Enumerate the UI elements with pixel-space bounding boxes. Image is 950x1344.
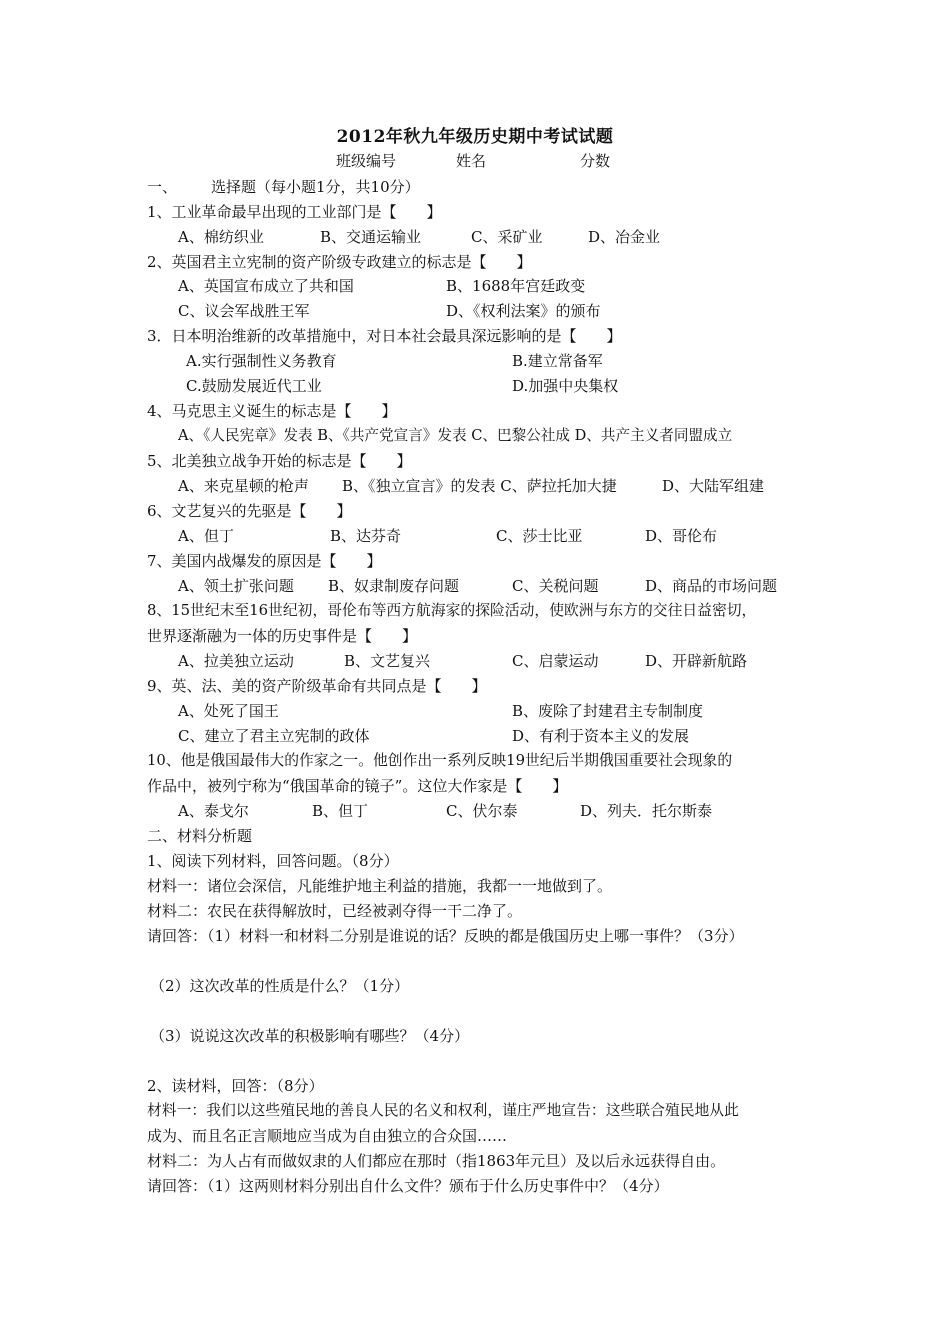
q2-stem: 2、英国君主立宪制的资产阶级专政建立的标志是【 】 [147,253,532,271]
s2-material-1-line1: 材料一：我们以这些殖民地的善良人民的名义和权利，谨庄严地宣告：这些联合殖民地从此 [147,1102,739,1119]
q7-option-b: B、奴隶制废存问题 [328,577,460,595]
q8-option-a: A、拉美独立运动 [178,652,294,670]
s2-material-1-line2: 成为、而且名正言顺地应当成为自由独立的合众国…… [147,1127,508,1145]
page-title: 2012年秋九年级历史期中考试试题 [336,127,614,147]
q9-option-d: D、有利于资本主义的发展 [512,727,690,745]
q3-option-c: C.鼓励发展近代工业 [186,377,322,395]
section2-heading: 二、材料分析题 [147,827,253,845]
q6-option-c: C、莎士比亚 [496,527,583,545]
q10-option-d: D、列夫．托尔斯泰 [580,802,713,820]
s2-intro: 2、读材料，回答：（8分） [147,1077,324,1095]
q9-option-b: B、废除了封建君主专制制度 [512,702,704,720]
q6-option-d: D、哥伦布 [645,527,718,545]
q10-stem-line2: 作品中，被列宁称为“俄国革命的镜子”。这位大作家是【 】 [147,777,568,795]
s1-material-2: 材料二：农民在获得解放时，已经被剥夺得一干二净了。 [147,902,523,920]
q8-option-b: B、文艺复兴 [344,652,431,670]
q2-option-c: C、议会军战胜王军 [178,302,310,320]
q6-option-a: A、但丁 [178,527,234,545]
q10-option-c: C、伏尔泰 [446,802,518,820]
q2-option-a: A、英国宣布成立了共和国 [178,277,354,295]
q7-option-a: A、领土扩张问题 [178,577,294,595]
q7-option-d: D、商品的市场问题 [645,577,778,595]
section1-number: 一、 [147,178,178,196]
q8-stem-line1: 8、15世纪末至16世纪初，哥伦布等西方航海家的探险活动，使欧洲与东方的交往日益密切， [147,602,757,619]
q8-option-d: D、开辟新航路 [645,652,748,670]
s2-question-1: 请回答：（1）这两则材料分别出自什么文件？颁布于什么历史事件中？（4分） [147,1177,669,1195]
s1-question-2: （2）这次改革的性质是什么？（1分） [150,977,410,995]
s2-material-2: 材料二：为人占有而做奴隶的人们都应在那时（指1863年元旦）及以后永远获得自由。 [147,1152,726,1170]
q9-stem: 9、英、法、美的资产阶级革命有共同点是【 】 [147,677,487,695]
q3-stem: 3．日本明治维新的改革措施中，对日本社会最具深远影响的是【 】 [147,327,622,345]
q8-option-c: C、启蒙运动 [512,652,599,670]
q7-stem: 7、美国内战爆发的原因是【 】 [147,552,382,570]
q5-option-d: D、大陆军组建 [662,477,765,495]
q5-stem: 5、北美独立战争开始的标志是【 】 [147,452,412,470]
q2-option-b: B、1688年宫廷政变 [446,277,586,295]
q10-option-a: A、泰戈尔 [178,802,249,820]
q5-option-a: A、来克星顿的枪声 [178,477,309,495]
q1-option-c: C、采矿业 [471,228,543,246]
q4-options: A、《人民宪章》发表 B、《共产党宣言》发表 C、巴黎公社成 D、共产主义者同盟成立 [178,427,733,444]
s1-intro: 1、阅读下列材料，回答问题。（8分） [147,852,399,870]
q9-option-c: C、建立了君主立宪制的政体 [178,727,370,745]
q3-option-a: A.实行强制性义务教育 [186,352,337,370]
q3-option-d: D.加强中央集权 [512,377,619,395]
class-label: 班级编号 [336,152,397,170]
name-label: 姓名 [456,152,487,170]
q2-option-d: D、《权利法案》的颁布 [446,302,601,320]
q10-stem-line1: 10、他是俄国最伟大的作家之一。他创作出一系列反映19世纪后半期俄国重要社会现象的 [147,752,733,769]
q5-option-bc: B、《独立宣言》的发表 C、萨拉托加大捷 [342,477,617,495]
s1-question-3: （3）说说这次改革的积极影响有哪些？（4分） [150,1027,470,1045]
q8-stem-line2: 世界逐渐融为一体的历史事件是【 】 [147,627,418,645]
q4-stem: 4、马克思主义诞生的标志是【 】 [147,402,397,420]
q1-option-a: A、棉纺织业 [178,228,264,246]
q9-option-a: A、处死了国王 [178,702,279,720]
score-label: 分数 [580,152,611,170]
q6-option-b: B、达芬奇 [330,527,402,545]
q10-option-b: B、但丁 [312,802,369,820]
section1-heading: 选择题（每小题1分，共10分） [211,178,420,196]
q1-stem: 1、工业革命最早出现的工业部门是【 】 [147,203,442,221]
q1-option-d: D、冶金业 [588,228,661,246]
s1-material-1: 材料一：诸位会深信，凡能维护地主利益的措施，我都一一地做到了。 [147,877,613,895]
q6-stem: 6、文艺复兴的先驱是【 】 [147,502,352,520]
q7-option-c: C、关税问题 [512,577,599,595]
s1-question-1: 请回答：（1）材料一和材料二分别是谁说的话？反映的都是俄国历史上哪一事件？（3分） [147,927,744,945]
q3-option-b: B.建立常备军 [512,352,603,370]
q1-option-b: B、交通运输业 [320,228,422,246]
